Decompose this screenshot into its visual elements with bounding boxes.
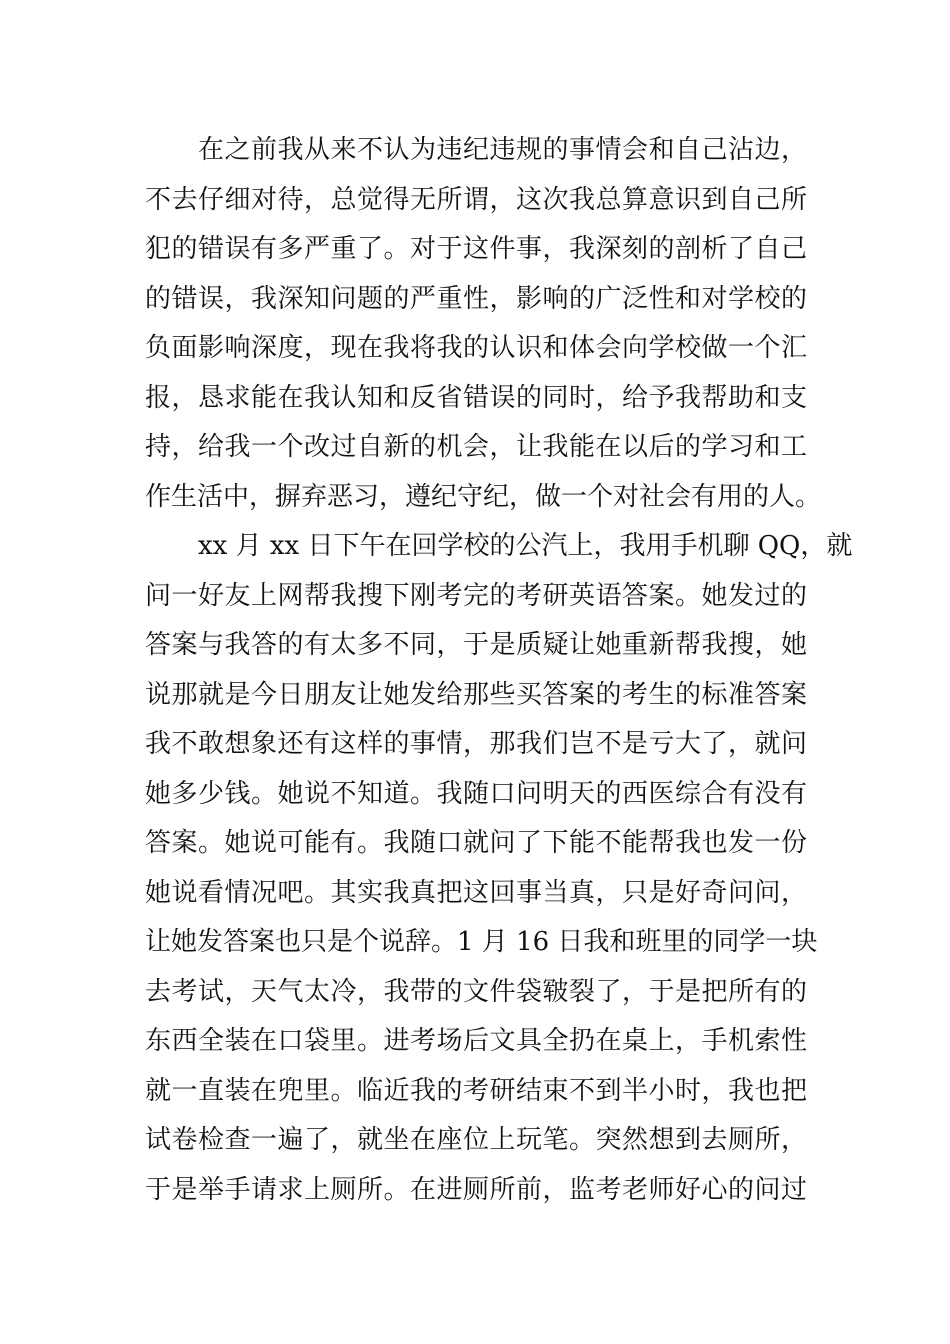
text-line: 持，给我一个改过自新的机会，让我能在以后的学习和工 — [145, 432, 807, 462]
text-line: 就一直装在兜里。临近我的考研结束不到半小时，我也把 — [145, 1076, 807, 1106]
text-line: 答案与我答的有太多不同，于是质疑让她重新帮我搜，她 — [145, 630, 807, 660]
text-line: 试卷检查一遍了，就坐在座位上玩笔。突然想到去厕所， — [145, 1125, 807, 1155]
text-line: 作生活中，摒弃恶习，遵纪守纪，做一个对社会有用的人。 — [145, 482, 822, 512]
text-line: 于是举手请求上厕所。在进厕所前，监考老师好心的问过 — [145, 1175, 807, 1205]
text-line: xx 月 xx 日下午在回学校的公汽上，我用手机聊 QQ，就 — [198, 531, 853, 561]
text-line: 她说看情况吧。其实我真把这回事当真，只是好奇问问， — [145, 878, 807, 908]
text-line: 答案。她说可能有。我随口就问了下能不能帮我也发一份 — [145, 828, 807, 858]
text-line: 不去仔细对待，总觉得无所谓，这次我总算意识到自己所 — [145, 185, 807, 215]
text-line: 东西全装在口袋里。进考场后文具全扔在桌上，手机索性 — [145, 1026, 807, 1056]
text-line: 犯的错误有多严重了。对于这件事，我深刻的剖析了自己 — [145, 234, 807, 264]
text-line: 负面影响深度，现在我将我的认识和体会向学校做一个汇 — [145, 333, 807, 363]
text-line: 说那就是今日朋友让她发给那些买答案的考生的标准答案 — [145, 680, 807, 710]
text-line: 她多少钱。她说不知道。我随口问明天的西医综合有没有 — [145, 779, 807, 809]
text-line: 的错误，我深知问题的严重性，影响的广泛性和对学校的 — [145, 284, 807, 314]
text-line: 让她发答案也只是个说辞。1 月 16 日我和班里的同学一块 — [145, 927, 818, 957]
text-line: 我不敢想象还有这样的事情，那我们岂不是亏大了，就问 — [145, 729, 807, 759]
text-line: 去考试，天气太冷，我带的文件袋皲裂了，于是把所有的 — [145, 977, 807, 1007]
text-line: 问一好友上网帮我搜下刚考完的考研英语答案。她发过的 — [145, 581, 807, 611]
text-line: 在之前我从来不认为违纪违规的事情会和自己沾边， — [198, 135, 807, 165]
text-line: 报，恳求能在我认知和反省错误的同时，给予我帮助和支 — [145, 383, 807, 413]
